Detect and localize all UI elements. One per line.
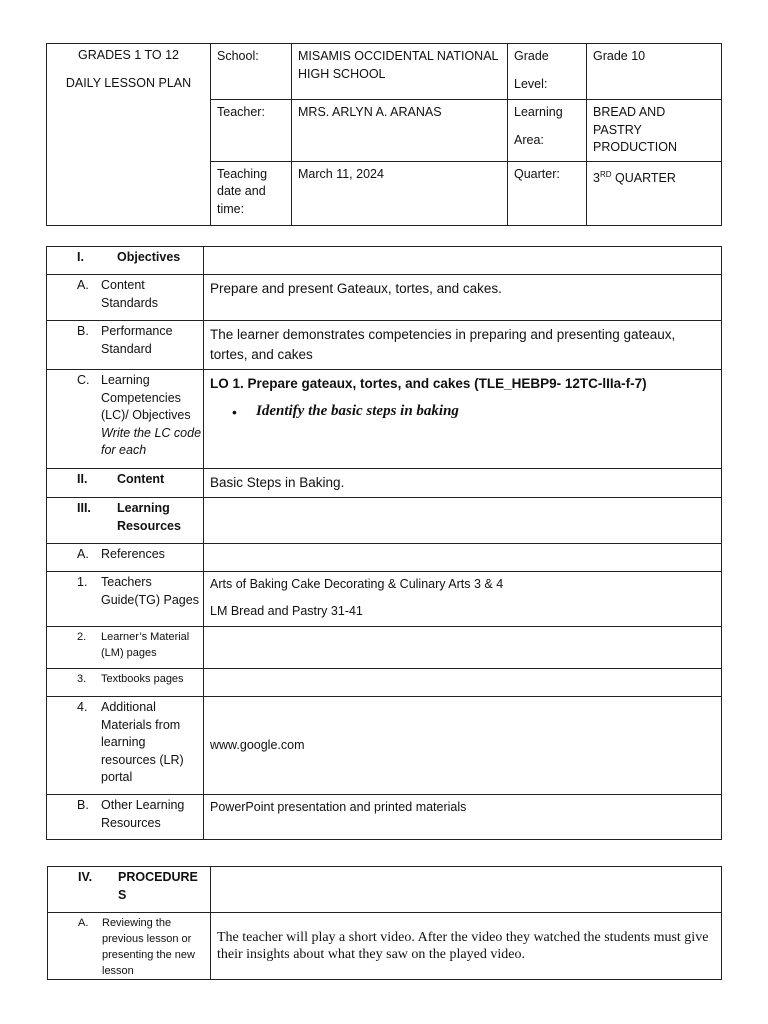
reviewing-lesson-label: Reviewing the previous lesson or presenting the new lesson xyxy=(102,917,195,977)
reviewing-lesson-mark: A. xyxy=(78,917,89,929)
learning-objective-bullet: Identify the basic steps in baking xyxy=(256,403,459,419)
reviewing-lesson-cell xyxy=(48,913,211,980)
learning-area-value: BREAD AND PASTRY PRODUCTION xyxy=(587,100,722,162)
procedures-heading-cell xyxy=(48,867,211,913)
grade-label-line2: Level: xyxy=(514,76,548,91)
references-mark: A. xyxy=(77,547,89,561)
learning-resources-heading: Learning Resources xyxy=(117,501,181,533)
content-standards-label: Content Standards xyxy=(101,278,158,310)
lesson-plan-header-table xyxy=(46,43,722,226)
other-resources-label: Other Learning Resources xyxy=(101,798,185,830)
procedures-heading-line1: PROCEDURE xyxy=(118,870,198,884)
learning-competencies-cell xyxy=(47,370,204,469)
references-cell xyxy=(47,544,204,572)
learning-competency-code: LO 1. Prepare gateaux, tortes, and cakes (TLE_HEBP9- 12TC-lIIa-f-7) xyxy=(210,376,647,391)
learning-competencies-value-cell xyxy=(204,370,722,469)
daily-lesson-plan-title: DAILY LESSON PLAN xyxy=(65,75,192,90)
content-standards-mark: A. xyxy=(77,278,89,292)
school-label: School: xyxy=(211,44,292,100)
school-value: MISAMIS OCCIDENTAL NATIONAL HIGH SCHOOL xyxy=(292,44,508,100)
area-label-line2: Area: xyxy=(514,132,544,147)
teachers-guide-label: Teachers Guide(TG) Pages xyxy=(101,575,199,607)
additional-materials-mark: 4. xyxy=(77,700,88,714)
quarter-value xyxy=(587,161,722,225)
teaching-date-value: March 11, 2024 xyxy=(292,161,508,225)
grade-level-label xyxy=(508,44,587,100)
performance-standard-label: Performance Standard xyxy=(101,324,173,356)
content-standards-value: Prepare and present Gateaux, tortes, and cakes. xyxy=(204,275,722,321)
grade-label-line1: Grade xyxy=(514,49,549,63)
procedures-table xyxy=(47,866,722,980)
procedures-number: IV. xyxy=(78,870,93,884)
performance-standard-cell xyxy=(47,321,204,370)
teacher-label: Teacher: xyxy=(211,100,292,162)
content-number: II. xyxy=(77,472,88,486)
content-heading-cell xyxy=(47,469,204,498)
quarter-suffix: RD xyxy=(599,169,612,179)
learning-resources-heading-cell xyxy=(47,498,204,544)
procedures-heading-line2: S xyxy=(118,887,127,902)
references-label: References xyxy=(101,547,165,561)
other-resources-cell xyxy=(47,795,204,840)
lesson-plan-title-cell xyxy=(47,44,211,226)
teacher-value: MRS. ARLYN A. ARANAS xyxy=(292,100,508,162)
teachers-guide-ref-2: LM Bread and Pastry 31-41 xyxy=(210,603,363,618)
teachers-guide-cell xyxy=(47,572,204,627)
learning-competencies-note: Write the LC code for each xyxy=(101,425,202,457)
learning-competencies-label: Learning Competencies (LC)/ Objectives xyxy=(101,373,191,422)
content-heading: Content xyxy=(117,472,165,486)
additional-materials-label: Additional Materials from learning resources (LR) portal xyxy=(101,700,184,784)
objectives-number: I. xyxy=(77,250,84,264)
references-blank xyxy=(204,544,722,572)
objectives-table xyxy=(46,246,722,840)
learners-material-label: Learner’s Material (LM) pages xyxy=(101,631,190,659)
objectives-heading-cell xyxy=(47,247,204,275)
area-label-line1: Learning xyxy=(514,105,563,119)
procedures-heading-blank xyxy=(211,867,722,913)
additional-materials-cell xyxy=(47,697,204,795)
textbooks-label: Textbooks pages xyxy=(101,673,184,685)
learners-material-blank xyxy=(204,627,722,669)
learning-resources-number: III. xyxy=(77,501,91,515)
other-resources-value: PowerPoint presentation and printed materials xyxy=(204,795,722,840)
teachers-guide-ref-1: Arts of Baking Cake Decorating & Culinary Arts 3 & 4 xyxy=(210,577,504,591)
other-resources-mark: B. xyxy=(77,798,89,812)
quarter-word: QUARTER xyxy=(611,170,676,185)
learning-resources-blank xyxy=(204,498,722,544)
reviewing-lesson-value: The teacher will play a short video. After the video they watched the students must give their insights about what they saw on the played video. xyxy=(211,913,722,980)
performance-standard-value: The learner demonstrates competencies in preparing and presenting gateaux, tortes, and cakes xyxy=(204,321,722,370)
grades-title: GRADES 1 TO 12 xyxy=(78,48,179,62)
additional-materials-value: www.google.com xyxy=(204,697,722,795)
learners-material-cell xyxy=(47,627,204,669)
quarter-number: 3 xyxy=(593,170,600,185)
objectives-heading: Objectives xyxy=(117,250,181,264)
textbooks-mark: 3. xyxy=(77,673,87,685)
grade-level-value: Grade 10 xyxy=(587,44,722,100)
quarter-label: Quarter: xyxy=(508,161,587,225)
learners-material-mark: 2. xyxy=(77,631,87,643)
teachers-guide-mark: 1. xyxy=(77,575,88,589)
bullet-icon: • xyxy=(232,404,237,420)
objectives-heading-blank xyxy=(204,247,722,275)
learning-area-label xyxy=(508,100,587,162)
textbooks-cell xyxy=(47,669,204,697)
content-standards-cell xyxy=(47,275,204,321)
learning-competencies-mark: C. xyxy=(77,373,90,387)
content-value: Basic Steps in Baking. xyxy=(204,469,722,498)
performance-standard-mark: B. xyxy=(77,324,89,338)
teaching-date-label: Teaching date and time: xyxy=(211,161,292,225)
textbooks-blank xyxy=(204,669,722,697)
teachers-guide-value-cell xyxy=(204,572,722,627)
